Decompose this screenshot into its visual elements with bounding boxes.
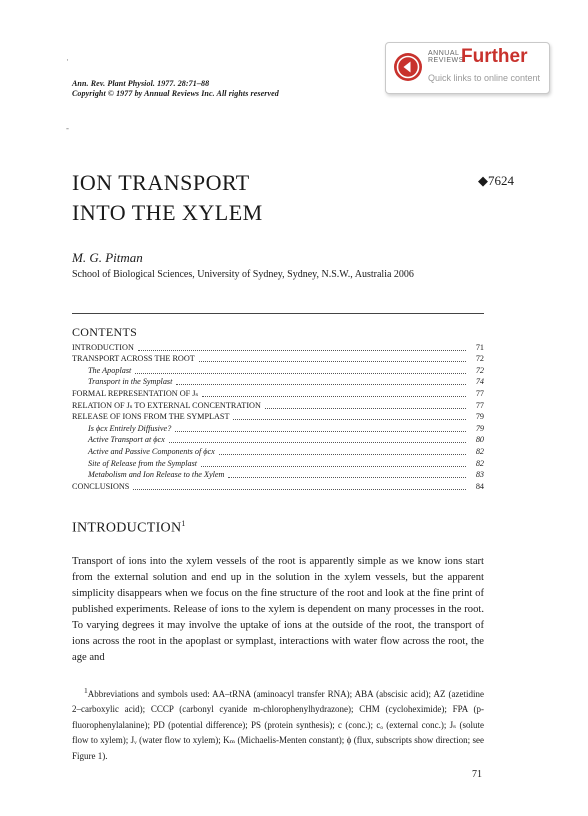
toc-entry-label: The Apoplast xyxy=(88,365,132,375)
toc-entry[interactable] xyxy=(72,422,484,434)
stray-mark: · xyxy=(66,55,69,65)
toc-entry-page: 79 xyxy=(475,423,484,433)
badge-publisher xyxy=(428,50,464,64)
toc-entry-label: Transport in the Symplast xyxy=(88,377,173,387)
toc-leader xyxy=(201,465,466,467)
toc-leader xyxy=(265,407,466,409)
contents-heading: CONTENTS xyxy=(72,325,138,339)
toc-entry-label: Active and Passive Components of ϕcx xyxy=(88,446,215,456)
toc-leader xyxy=(199,360,466,362)
toc-entry[interactable] xyxy=(72,411,484,423)
author-name: M. G. Pitman xyxy=(72,250,143,265)
toc-entry-page: 72 xyxy=(475,354,484,364)
toc-entry-label: Site of Release from the Symplast xyxy=(88,458,198,468)
toc-entry[interactable] xyxy=(72,341,484,353)
citation-block xyxy=(72,79,279,99)
toc-entry-page: 83 xyxy=(475,470,484,480)
toc-leader xyxy=(176,383,466,385)
toc-leader xyxy=(169,441,466,443)
stray-mark: - xyxy=(66,123,69,133)
badge-further-label: Further xyxy=(461,46,528,67)
title-line: ION TRANSPORT xyxy=(72,170,250,195)
table-of-contents xyxy=(72,341,484,492)
article-code: ◆7624 xyxy=(478,173,514,188)
toc-entry-label: RELEASE OF IONS FROM THE SYMPLAST xyxy=(72,412,230,422)
toc-leader xyxy=(233,418,466,420)
body-paragraph: Transport of ions into the xylem vessels of the root is apparently simple as we know ions start from the external solution and end up in the solution in the xylem vessels, but the apparent simplicity disappears when we focus on the fine structure of the root and look at the fine print of published experiments. Release of ions to the xylem is dependent on many processes in the root. To varying degrees it may involve the uptake of ions at the outside of the root, the transport of ions across the root in the apoplast or symplast, interactions with water flow across the root, the age and xyxy=(72,556,484,663)
page-number: 71 xyxy=(472,769,482,780)
toc-leader xyxy=(228,476,466,478)
citation-journal: Ann. Rev. Plant Physiol. 1977. 28:71–88 xyxy=(72,79,210,88)
toc-leader xyxy=(219,453,466,455)
toc-entry-label: Active Transport at ϕcx xyxy=(88,435,165,445)
toc-entry[interactable] xyxy=(72,469,484,481)
article-title xyxy=(72,168,263,228)
footnote-text: Abbreviations and symbols used: AA–tRNA (aminoacyl transfer RNA); ABA (abscisic acid); AZ (azetidine 2–carboxylic acid); CCCP (carbonyl cyanide m-chlorophenylhydrazone); CHM (cycloheximide); FPA (p-fluorophenylalanine); PD (potential difference); PS (protein synthesis); c (conc.); cₒ (external conc.); Jₛ (solute flow to xylem); Jᵥ (water flow to xylem); Kₘ (Michaelis-Menten constant); ϕ (flux, subscripts show direction; see Figure 1). xyxy=(72,689,484,761)
badge-annual-label: ANNUAL xyxy=(428,50,460,57)
toc-leader xyxy=(175,430,466,432)
badge-subtitle: Quick links to online content xyxy=(428,73,541,83)
toc-entry-page: 82 xyxy=(475,458,484,468)
toc-entry[interactable] xyxy=(72,364,484,376)
footnote xyxy=(72,683,484,764)
toc-entry-page: 71 xyxy=(475,342,484,352)
citation-copyright: Copyright © 1977 by Annual Reviews Inc. All rights reserved xyxy=(72,89,279,98)
divider xyxy=(72,313,484,314)
toc-entry[interactable] xyxy=(72,399,484,411)
toc-entry-page: 72 xyxy=(475,365,484,375)
toc-entry-page: 82 xyxy=(475,446,484,456)
toc-entry-label: FORMAL REPRESENTATION OF Jₛ xyxy=(72,388,199,398)
section-heading-text: INTRODUCTION xyxy=(72,520,182,536)
author-affiliation: School of Biological Sciences, University of Sydney, Sydney, N.S.W., Australia 2006 xyxy=(72,269,414,280)
toc-entry[interactable] xyxy=(72,457,484,469)
arrow-left-icon xyxy=(394,53,422,81)
toc-entry-label: CONCLUSIONS xyxy=(72,481,130,491)
toc-leader xyxy=(202,395,466,397)
toc-entry[interactable] xyxy=(72,376,484,388)
toc-entry[interactable] xyxy=(72,445,484,457)
further-badge[interactable] xyxy=(385,42,550,94)
footnote-ref[interactable]: 1 xyxy=(181,519,186,528)
toc-entry-label: Metabolism and Ion Release to the Xylem xyxy=(88,470,225,480)
toc-entry-label: RELATION OF Jₛ TO EXTERNAL CONCENTRATION xyxy=(72,400,261,410)
toc-leader xyxy=(133,488,466,490)
toc-entry-page: 80 xyxy=(475,435,484,445)
toc-entry[interactable] xyxy=(72,434,484,446)
badge-reviews-label: REVIEWS xyxy=(428,57,464,64)
toc-entry[interactable] xyxy=(72,353,484,365)
section-heading xyxy=(72,519,186,537)
footnote-marker: 1 xyxy=(84,686,88,695)
toc-entry-page: 77 xyxy=(475,400,484,410)
toc-entry-page: 74 xyxy=(475,377,484,387)
toc-entry-label: INTRODUCTION xyxy=(72,342,134,352)
toc-entry-page: 77 xyxy=(475,388,484,398)
toc-entry[interactable] xyxy=(72,480,484,492)
toc-leader xyxy=(138,349,466,351)
toc-entry-page: 79 xyxy=(475,412,484,422)
title-line: INTO THE XYLEM xyxy=(72,200,263,225)
toc-entry[interactable] xyxy=(72,387,484,399)
toc-entry-label: TRANSPORT ACROSS THE ROOT xyxy=(72,354,195,364)
toc-leader xyxy=(135,372,466,374)
toc-entry-page: 84 xyxy=(475,481,484,491)
toc-entry-label: Is ϕcx Entirely Diffusive? xyxy=(88,423,172,433)
